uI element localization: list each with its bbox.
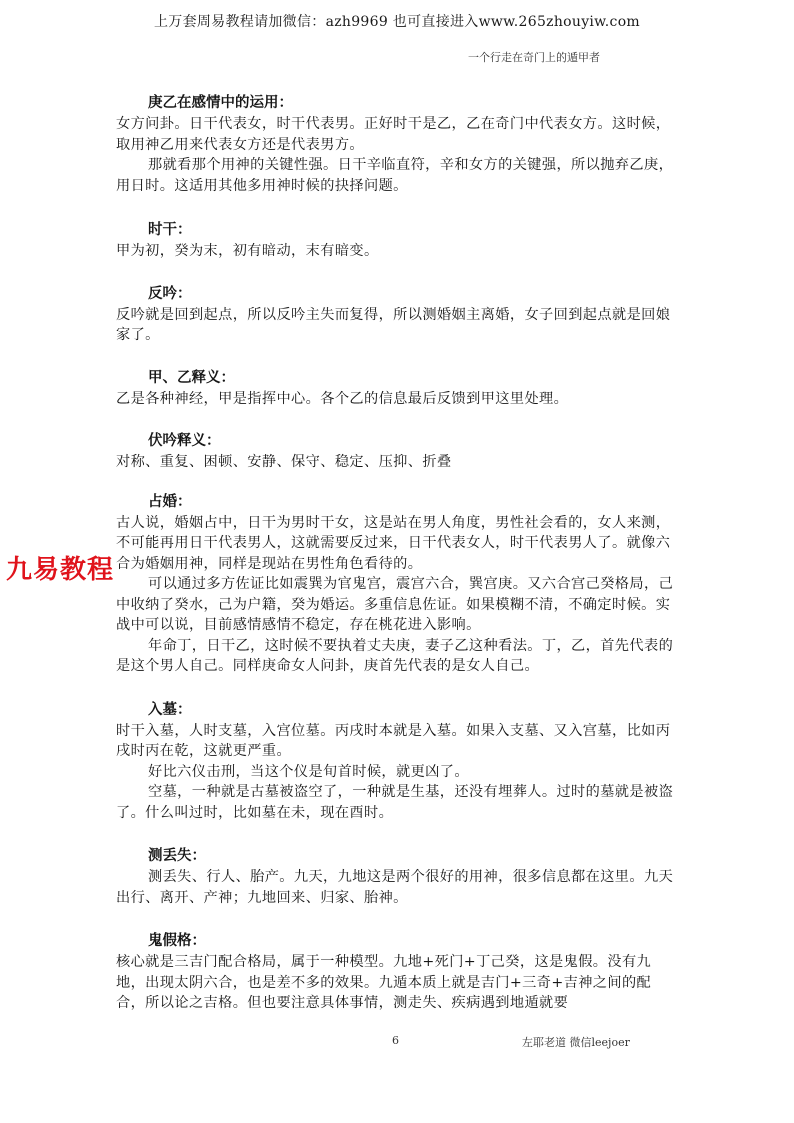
paragraph: 反吟就是回到起点，所以反吟主失而复得，所以测婚姻主离婚，女子回到起点就是回娘家了。 <box>116 306 671 343</box>
paragraph: 核心就是三吉门配合格局，属于一种模型。九地+死门+丁己癸，这是鬼假。没有九地，出现太阴六合，也是差不多的效果。九遁本质上就是吉门+三奇+吉神之间的配合，所以论之吉格。但也要注意具体事情，测走失、疾病遇到地遁就要 <box>116 954 652 1011</box>
paragraph: 古人说，婚姻占中，日干为男时干女，这是站在男人角度，男性社会看的，女人来测，不可能再用日干代表男人，这就需要反过来，日干代表女人，时干代表男人了。就像六合为婚姻用神，同样是现站在男性角色看待的。 <box>116 514 671 572</box>
paragraph: 甲为初，癸为末，初有暗动，末有暗变。 <box>116 243 379 259</box>
section-fanyin <box>116 285 678 346</box>
section-heading: 鬼假格： <box>148 933 206 949</box>
section-heading: 甲、乙释义： <box>148 369 235 386</box>
page-number: 6 <box>392 1034 399 1047</box>
section-zhanhun <box>116 493 678 677</box>
section-heading: 反吟： <box>148 285 192 302</box>
section-rumu <box>116 701 678 824</box>
section-heading: 入墓： <box>148 701 192 718</box>
paragraph: 那就看那个用神的关键性强。日干辛临直符，辛和女方的关键强，所以抛弃乙庚，用日时。这适用其他多用神时候的抉择问题。 <box>116 157 674 194</box>
section-shigan <box>116 221 678 262</box>
section-heading: 伏吟释义： <box>148 433 221 449</box>
paragraph: 年命丁，日干乙，这时候不要执着丈夫庚，妻子乙这种看法。丁，乙，首先代表的是这个男人自己。同样庚命女人问卦，庚首先代表的是女人自己。 <box>116 637 674 674</box>
section-heading: 测丢失： <box>148 848 206 864</box>
header-banner: 上万套周易教程请加微信：azh9969 也可直接进入www.265zhouyiw.com <box>153 14 641 30</box>
paragraph: 好比六仪击刑，当这个仪是旬首时候，就更凶了。 <box>148 763 469 780</box>
paragraph: 乙是各种神经，甲是指挥中心。各个乙的信息最后反馈到甲这里处理。 <box>116 390 569 407</box>
paragraph: 空墓，一种就是古墓被盗空了，一种就是生基，还没有埋葬人。过时的墓就是被盗了。什么叫过时，比如墓在未，现在酉时。 <box>116 784 674 821</box>
footer-credit: 左耶老道 微信leejoer <box>522 1036 630 1049</box>
section-gengyi-emotion <box>116 94 678 196</box>
running-head: 一个行走在奇门上的遁甲者 <box>468 51 600 64</box>
paragraph: 测丢失、行人、胎产。九天，九地这是两个很好的用神，很多信息都在这里。九天出行、离开、产神；九地回来、归家、胎神。 <box>116 869 674 906</box>
section-ce-diushi <box>116 847 678 908</box>
paragraph: 时干入墓，人时支墓，入宫位墓。丙戌时本就是入墓。如果入支墓、又入宫墓，比如丙戌时丙在乾，这就更严重。 <box>116 722 671 759</box>
section-guijia-ge <box>116 932 678 1014</box>
paragraph: 可以通过多方佐证比如震巽为官鬼宫，震宫六合，巽宫庚。又六合宫己癸格局，己中收纳了癸水，己为户籍，癸为婚运。多重信息佐证。如果模糊不清，不确定时候。实战中可以说，目前感情感情不稳定，存在桃花进入影响。 <box>116 576 674 633</box>
section-heading: 时干： <box>148 222 192 238</box>
page-content <box>116 94 678 1014</box>
section-heading: 占婚： <box>148 493 192 510</box>
section-heading: 庚乙在感情中的运用： <box>148 95 293 111</box>
section-fuyin-meaning <box>116 432 678 473</box>
paragraph: 对称、重复、困顿、安静、保守、稳定、压抑、折叠 <box>116 454 452 470</box>
watermark-logo: 九易教程 <box>6 555 115 585</box>
section-jia-yi-meaning <box>116 369 678 410</box>
paragraph: 女方问卦。日干代表女，时干代表男。正好时干是乙，乙在奇门中代表女方。这时候，取用神乙用来代表女方还是代表男方。 <box>116 116 671 153</box>
